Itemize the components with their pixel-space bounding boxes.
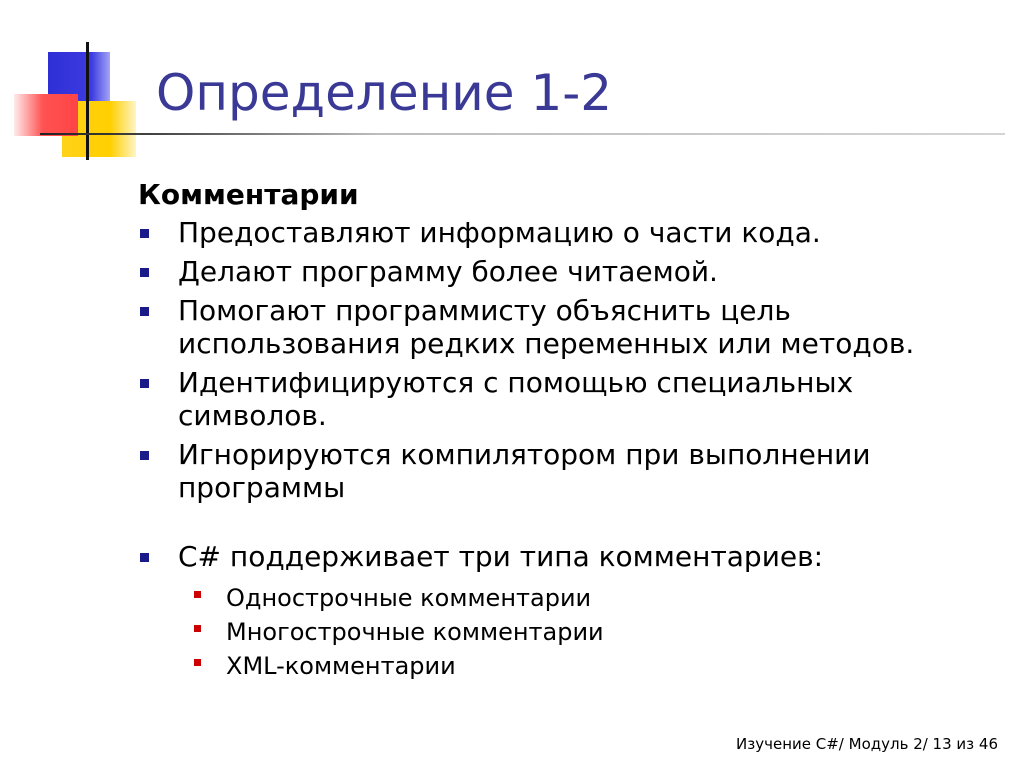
sub-list-item: [194, 615, 998, 649]
sub-bullet-list: [178, 581, 998, 683]
square-bullet-icon: [194, 659, 201, 666]
sub-list-item-text: Многострочные комментарии: [226, 617, 604, 646]
list-item: [138, 255, 998, 288]
decorative-red-square: [14, 94, 78, 136]
list-item-text: Игнорируются компилятором при выполнении программы: [178, 437, 871, 504]
square-bullet-icon: [140, 553, 149, 562]
decorative-vertical-line: [86, 42, 89, 160]
list-item: [138, 438, 998, 504]
list-item: [138, 216, 998, 249]
slide-title: Определение 1-2: [156, 64, 613, 122]
list-item-text: Делают программу более читаемой.: [178, 254, 718, 288]
list-item-text: Помогают программисту объяснить цель использования редких переменных или методов.: [178, 293, 915, 360]
sub-list-item: [194, 649, 998, 683]
list-item-text: Предоставляют информацию о части кода.: [178, 215, 821, 249]
square-bullet-icon: [194, 591, 201, 598]
bullet-list: [138, 216, 998, 683]
sub-list-item-text: XML-комментарии: [226, 651, 456, 680]
square-bullet-icon: [140, 451, 149, 460]
title-underline: [40, 133, 1005, 135]
sub-list-item: [194, 581, 998, 615]
list-item-text: Идентифицируются с помощью специальных символов.: [178, 365, 854, 432]
square-bullet-icon: [194, 625, 201, 632]
square-bullet-icon: [140, 229, 149, 238]
sub-list-item-text: Однострочные комментарии: [226, 583, 592, 612]
list-item: [138, 366, 998, 432]
list-item: [138, 540, 998, 683]
section-heading: Комментарии: [138, 178, 359, 211]
slide-footer: Изучение C#/ Модуль 2/ 13 из 46: [736, 735, 998, 753]
list-item-text: C# поддерживает три типа комментариев:: [178, 539, 824, 573]
slide-content: [138, 178, 998, 689]
list-item: [138, 294, 998, 360]
square-bullet-icon: [140, 379, 149, 388]
square-bullet-icon: [140, 307, 149, 316]
square-bullet-icon: [140, 268, 149, 277]
